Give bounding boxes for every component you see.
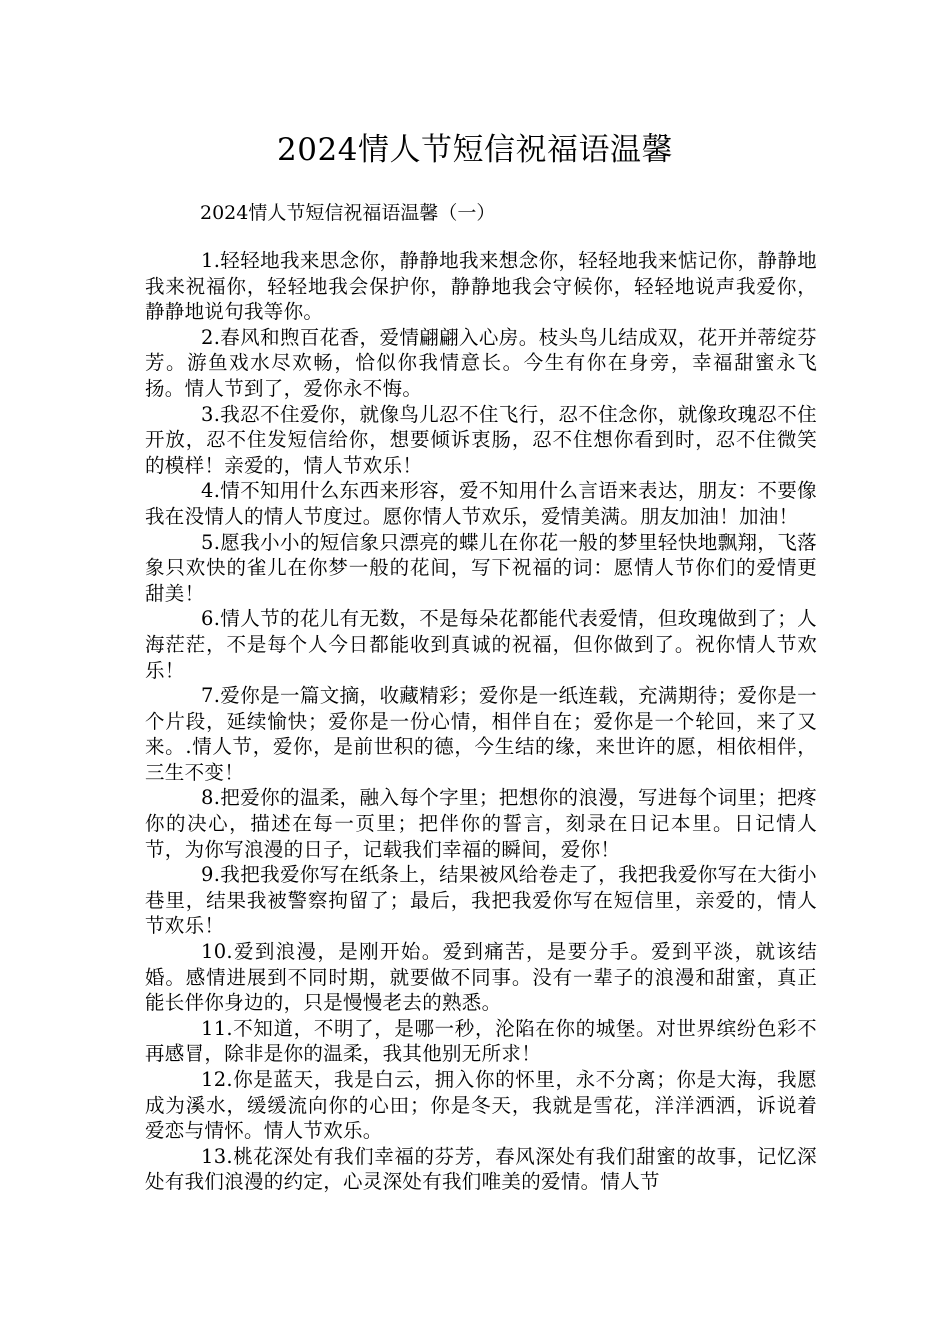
paragraph-13: 13.桃花深处有我们幸福的芬芳，春风深处有我们甜蜜的故事，记忆深处有我们浪漫的约定，心灵深处有我们唯美的爱情。情人节 — [145, 1144, 817, 1194]
paragraph-5: 5.愿我小小的短信象只漂亮的蝶儿在你花一般的梦里轻快地飘翔，飞落象只欢快的雀儿在你梦一般的花间，写下祝福的词：愿情人节你们的爱情更甜美！ — [145, 530, 817, 605]
paragraph-11: 11.不知道，不明了，是哪一秒，沦陷在你的城堡。对世界缤纷色彩不再感冒，除非是你的温柔，我其他别无所求！ — [145, 1016, 817, 1066]
paragraph-3: 3.我忍不住爱你，就像鸟儿忍不住飞行，忍不住念你，就像玫瑰忍不住开放，忍不住发短信给你，想要倾诉衷肠，忍不住想你看到时，忍不住微笑的模样！亲爱的，情人节欢乐！ — [145, 402, 817, 477]
paragraph-10: 10.爱到浪漫，是刚开始。爱到痛苦，是要分手。爱到平淡，就该结婚。感情进展到不同时期，就要做不同事。没有一辈子的浪漫和甜蜜，真正能长伴你身边的，只是慢慢老去的熟悉。 — [145, 940, 817, 1015]
document-body — [145, 248, 817, 1195]
paragraph-6: 6.情人节的花儿有无数，不是每朵花都能代表爱情，但玫瑰做到了；人海茫茫，不是每个人今日都能收到真诚的祝福，但你做到了。祝你情人节欢乐！ — [145, 607, 817, 682]
paragraph-9: 9.我把我爱你写在纸条上，结果被风给卷走了，我把我爱你写在大街小巷里，结果我被警察拘留了；最后，我把我爱你写在短信里，亲爱的，情人节欢乐！ — [145, 863, 817, 938]
paragraph-2: 2.春风和煦百花香，爱情翩翩入心房。枝头鸟儿结成双，花开并蒂绽芬芳。游鱼戏水尽欢畅，恰似你我情意长。今生有你在身旁，幸福甜蜜永飞扬。情人节到了，爱你永不悔。 — [145, 325, 817, 400]
section-heading: 2024情人节短信祝福语温馨（一） — [200, 202, 496, 224]
document-title: 2024情人节短信祝福语温馨 — [277, 132, 673, 168]
paragraph-7: 7.爱你是一篇文摘，收藏精彩；爱你是一纸连载，充满期待；爱你是一个片段，延续愉快；爱你是一份心情，相伴自在；爱你是一个轮回，来了又来。.情人节，爱你，是前世积的德，今生结的缘，来世许的愿，相依相伴，三生不变！ — [145, 684, 817, 784]
paragraph-1: 1.轻轻地我来思念你，静静地我来想念你，轻轻地我来惦记你，静静地我来祝福你，轻轻地我会保护你，静静地我会守候你，轻轻地说声我爱你，静静地说句我等你。 — [145, 249, 817, 324]
paragraph-8: 8.把爱你的温柔，融入每个字里；把想你的浪漫，写进每个词里；把疼你的决心，描述在每一页里；把伴你的誓言，刻录在日记本里。日记情人节，为你写浪漫的日子，记载我们幸福的瞬间，爱你！ — [145, 786, 817, 861]
paragraph-4: 4.情不知用什么东西来形容，爱不知用什么言语来表达，朋友：不要像我在没情人的情人节度过。愿你情人节欢乐，爱情美满。朋友加油！加油！ — [145, 479, 817, 528]
paragraph-12: 12.你是蓝天，我是白云，拥入你的怀里，永不分离；你是大海，我愿成为溪水，缓缓流向你的心田；你是冬天，我就是雪花，洋洋洒洒，诉说着爱恋与情怀。情人节欢乐。 — [145, 1068, 817, 1143]
